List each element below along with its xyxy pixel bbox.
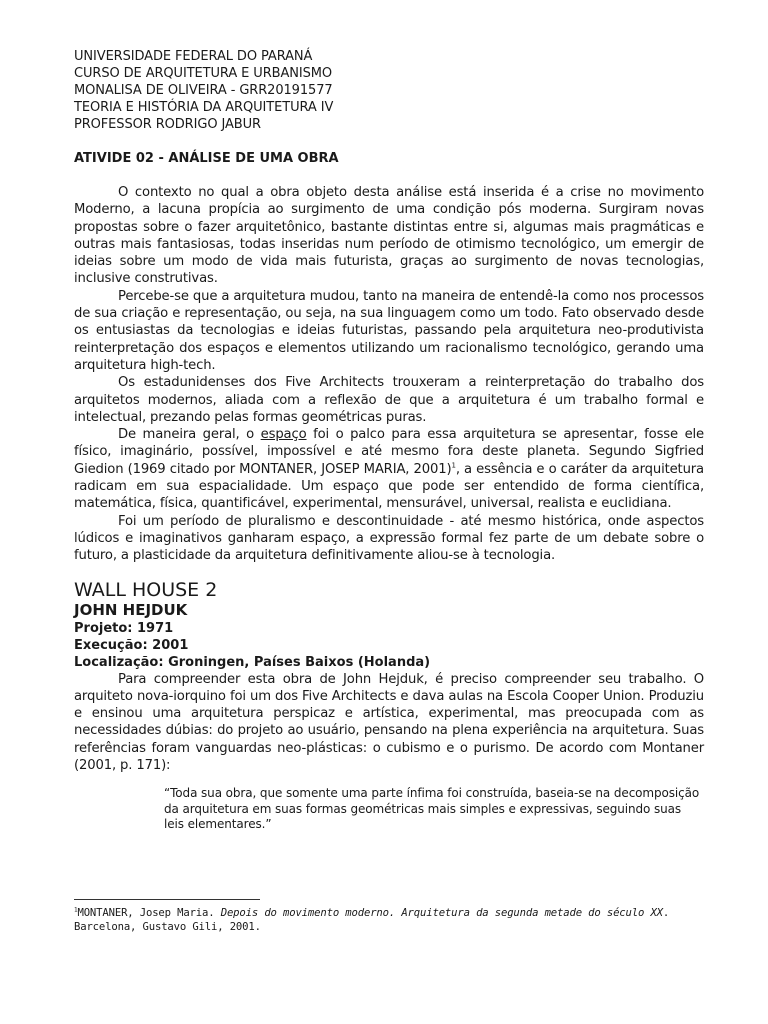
- p4-text-after: , a essência e o caráter da arquitetura radicam em sua espacialidade. Um espaço que pode ser entendido de forma científica, matemática, física, quantificável, experimental, mensurável, universal, realista e euclidiana.: [74, 461, 704, 512]
- footnote-author: MONTANER, Josep Maria.: [77, 907, 221, 919]
- intro-paragraph-5: Foi um período de pluralismo e descontinuidade - até mesmo histórica, onde aspectos lúdicos e imaginativos ganharam espaço, a expressão formal fez parte de um debate sobre o futuro, a plasticidade da arquitetura definitivamente aliou-se à tecnologia.: [74, 513, 704, 564]
- intro-section: [74, 184, 704, 565]
- footnote-book-title: Depois do movimento moderno. Arquitetura da segunda metade do século XX: [220, 907, 663, 919]
- header-subject: TEORIA E HISTÓRIA DA ARQUITETURA IV: [74, 100, 334, 115]
- work-section: [74, 671, 704, 775]
- footnote-divider: [74, 899, 260, 900]
- header-professor: PROFESSOR RODRIGO JABUR: [74, 117, 261, 132]
- p4-text-before: De maneira geral, o: [118, 427, 261, 443]
- work-author: JOHN HEJDUK: [74, 600, 188, 619]
- intro-paragraph-3: Os estadunidenses dos Five Architects trouxeram a reinterpretação do trabalho dos arquitetos modernos, aliada com a reflexão de que a arquitetura é um trabalho formal e intelectual, prezando pelas formas geométricas puras.: [74, 375, 704, 425]
- header-block: [74, 48, 704, 133]
- work-paragraph: Para compreender esta obra de John Hejduk, é preciso compreender seu trabalho. O arquiteto nova-iorquino foi um dos Five Architects e dava aulas na Escola Cooper Union. Produziu e ensinou uma arquitetura perspicaz e artística, experimental, mas preocupada com as necessidades dúbias: do projeto ao usuário, pensando na plena experiência na arquitetura. Suas referências foram vanguardas neo-plásticas: o cubismo e o purismo. De acordo com Montaner (2001, p. 171):: [74, 671, 704, 774]
- header-course: CURSO DE ARQUITETURA E URBANISMO: [74, 66, 333, 81]
- footnote-publisher: . Barcelona, Gustavo Gili, 2001.: [74, 907, 670, 933]
- footnote: [74, 906, 714, 934]
- header-university: UNIVERSIDADE FEDERAL DO PARANÁ: [74, 49, 313, 64]
- block-quote: “Toda sua obra, que somente uma parte ínfima foi construída, baseia-se na decomposição da arquitetura em suas formas geométricas mais simples e expressivas, seguindo suas leis elementares.”: [164, 786, 700, 832]
- intro-paragraph-4: [74, 426, 704, 512]
- footnote-reference[interactable]: 1: [451, 461, 456, 470]
- work-title: WALL HOUSE 2: [74, 578, 218, 601]
- intro-paragraph-1: O contexto no qual a obra objeto desta análise está inserida é a crise no movimento Moderno, a lacuna propícia ao surgimento de uma condição pós moderna. Surgiram novas propostas sobre o fazer arquitetônico, bastante distintas entre si, algumas mais pragmáticas e outras mais fantasiosas, todas inseridas num período de otimismo tecnológico, um emergir de ideias sobre um modo de vida mais futurista, graças ao surgimento de novas tecnologias, inclusive construtivas.: [74, 185, 704, 287]
- work-project-year: Projeto: 1971: [74, 620, 174, 636]
- p4-underlined-word: espaço: [260, 427, 307, 443]
- footnote-marker: 1: [74, 906, 78, 914]
- intro-paragraph-2: Percebe-se que a arquitetura mudou, tanto na maneira de entendê-la como nos processos de sua criação e representação, ou seja, na sua linguagem como um todo. Fato observado desde os entusiastas da tecnologias e ideias futuristas, passando pela arquitetura neo-produtivista reinterpretação dos espaços e elementos utilizando um racionalismo tecnológico, gerando uma arquitetura high-tech.: [74, 288, 704, 373]
- document-page: [74, 48, 704, 833]
- work-execution-year: Execução: 2001: [74, 637, 189, 653]
- header-student: MONALISA DE OLIVEIRA - GRR20191577: [74, 83, 333, 98]
- work-location: Localização: Groningen, Países Baixos (Holanda): [74, 654, 431, 670]
- activity-title: ATIVIDE 02 - ANÁLISE DE UMA OBRA: [74, 151, 339, 166]
- p4-text-middle: foi o palco para essa arquitetura se apresentar, fosse ele físico, imaginário, possível, impossível e até mesmo fora deste planeta. Segundo Sigfried Giedion (1969 citado por MONTANER, JOSEP MARIA, 2001): [74, 427, 705, 477]
